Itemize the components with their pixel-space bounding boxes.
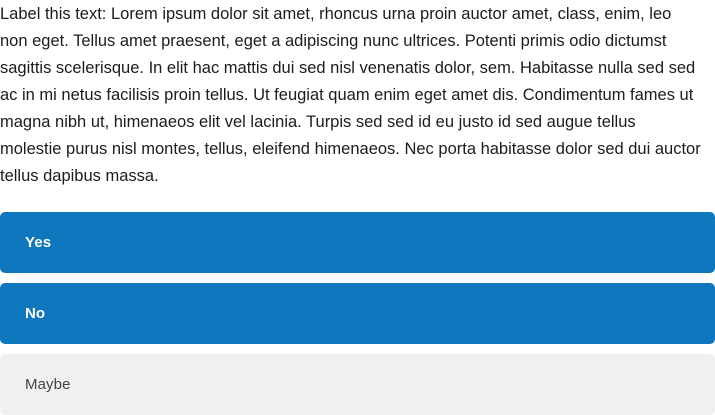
answer-option-label: Maybe bbox=[25, 376, 71, 393]
answer-option-label: No bbox=[25, 305, 46, 322]
task-prompt-text: Label this text: Lorem ipsum dolor sit amet, rhoncus urna proin auctor amet, class, enim, leo non eget. Tellus amet praesent, eget a adipiscing nunc ultrices. Potenti primis odio dictumst sagittis scelerisque. In elit hac mattis dui sed nisl venenatis dolor, sem. Habitasse nulla sed sed ac in mi netus facilisis proin tellus. Ut feugiat quam enim eget amet dis. Condimentum fames ut magna nibh ut, himenaeos elit vel lacinia. Turpis sed sed id eu justo id sed augue tellus molestie purus nisl montes, tellus, eleifend himenaeos. Nec porta habitasse dolor sed dui auctor tellus dapibus massa. bbox=[0, 5, 701, 185]
answer-option-label: Yes bbox=[25, 234, 52, 251]
task-prompt bbox=[0, 0, 715, 190]
answer-option-no[interactable] bbox=[0, 283, 715, 344]
answer-options-list bbox=[0, 212, 715, 415]
answer-option-maybe[interactable] bbox=[0, 354, 715, 415]
answer-option-yes[interactable] bbox=[0, 212, 715, 273]
